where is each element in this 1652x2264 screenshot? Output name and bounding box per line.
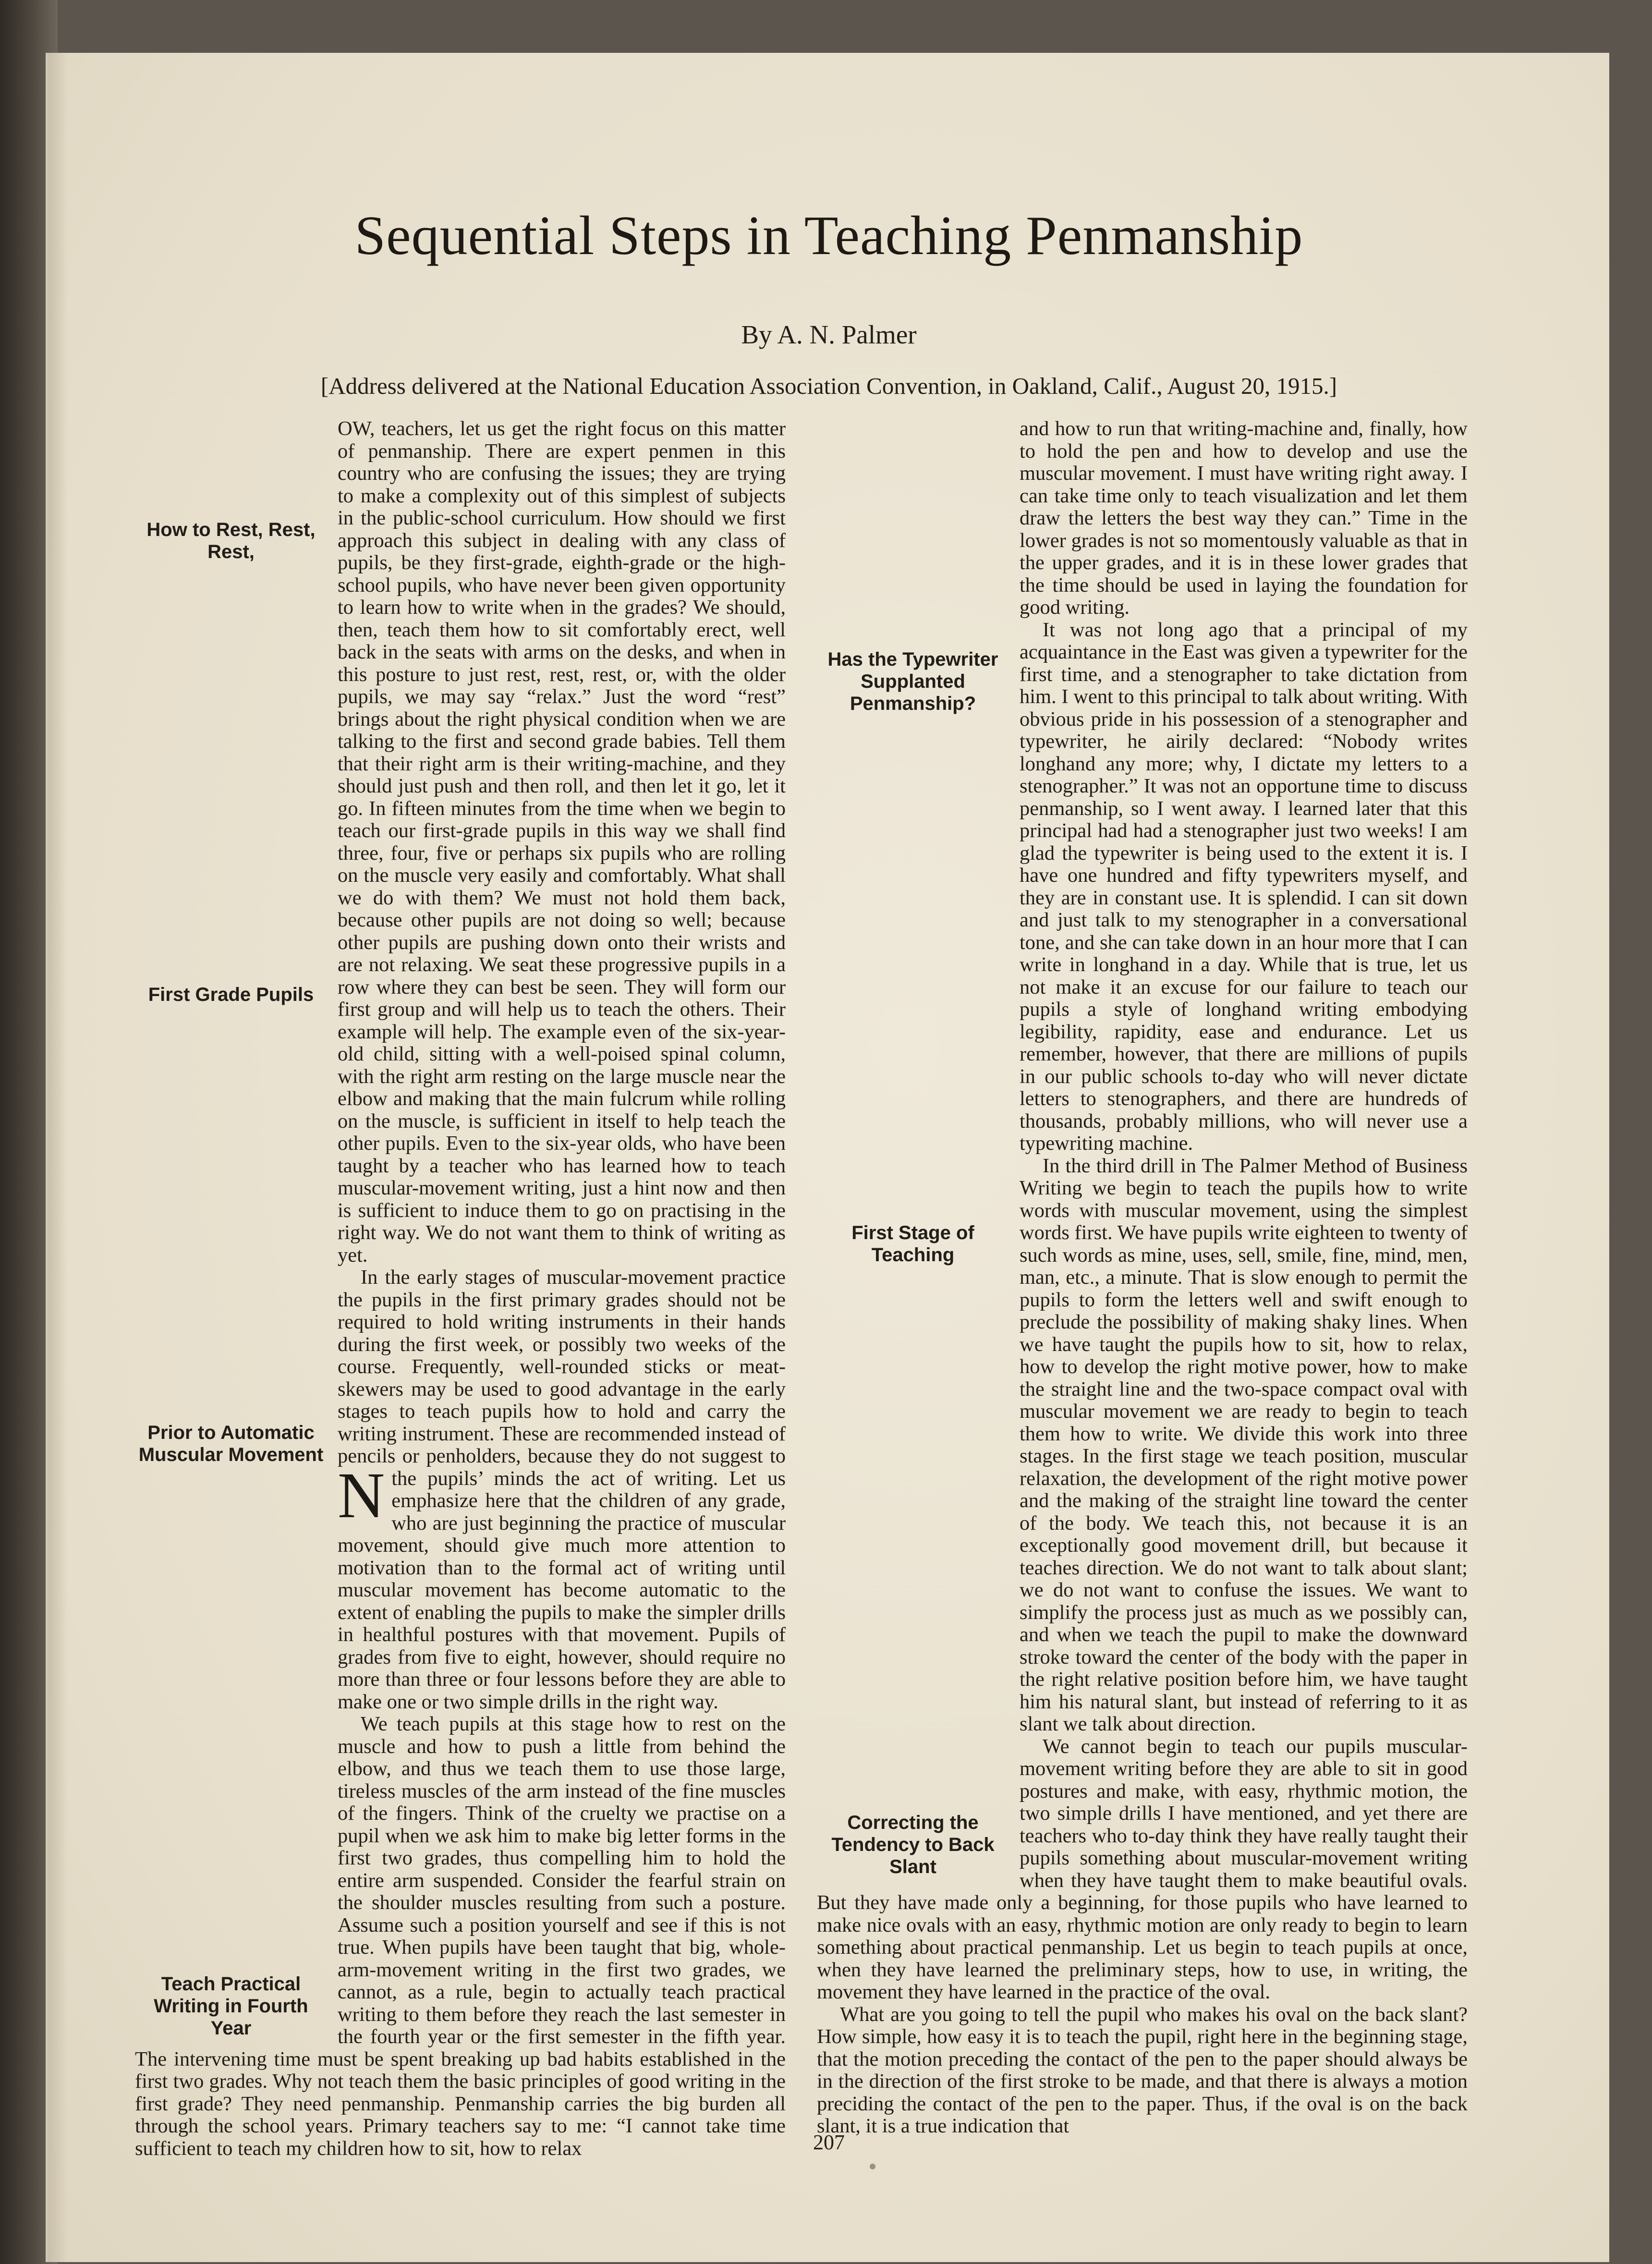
paragraph: and how to run that writing-machine and, finally, how to hold the pen and how to develop and use the muscular movement. I must have writing right away. I can take time only to teach visualization and let them draw the letters the best way they can.” Time in the lower grades is not so momentously valuable as that in the upper grades, and it is in these lower grades that the time should be used in laying the foundation for good writing. (1020, 417, 1468, 619)
drop-cap: N (338, 1460, 385, 1532)
right-column (817, 418, 1468, 2138)
sidehead-teach-practical: Teach Practical Writing in Fourth Year (154, 1973, 308, 2039)
paragraph: We cannot begin to teach our pupils muscular-movement writing before they are able to sit in good postures and make, with easy, rhythmic motion, the two simple drills I have mentioned, and yet there are teachers who to-day think they have really taught their pupils something about muscular-movement writing when they have taught them to make beautiful ovals. But they have made only a beginning, for those pupils who have learned to make nice ovals with an easy, rhythmic motion are only ready to begin to learn something about practical penmanship. Let us begin to teach pupils at once, when they have learned the preliminary steps, how to use, in writing, the movement they have learned in the practice of the oval. (817, 1735, 1468, 2003)
article-byline: By A. N. Palmer (741, 320, 917, 349)
sidehead-prior-to-automatic: Prior to Automatic Muscular Movement (138, 1422, 324, 1465)
sidehead-correcting: Correcting the Tendency to Back Slant (831, 1812, 995, 1877)
paragraph: In the early stages of muscular-movement practice the pupils in the first primary grades should not be required to hold writing instruments in their hands during the first week, or possibly two weeks of the course. Frequently, well-rounded sticks or meat-skewers may be used to good advantage in the early stages to teach pupils how to hold and carry the writing instrument. These are recommended instead of pencils or penholders, because they do not suggest to the pupils’ minds the act of writing. Let us emphasize here that the children of any grade, who are just beginning the practice of muscular movement, should give much more attention to motivation than to the formal act of writing until muscular movement has become automatic to the extent of enabling the pupils to make the simpler drills in healthful postures with that movement. Pupils of grades from five to eight, however, should require no more than three or four lessons before they are able to make one or two simple drills in the right way. (338, 1266, 786, 1713)
address-note: [Address delivered at the National Education Association Convention, in Oakland, Calif., August 20, 1915.] (320, 373, 1337, 399)
sidehead-how-to-rest: How to Rest, Rest, Rest, (146, 519, 316, 562)
paragraph: What are you going to tell the pupil who makes his oval on the back slant? How simple, how easy it is to teach the pupil, right here in the beginning stage, that the motion preceding the contact of the pen to the paper should always be in the direction of the first stroke to be made, and that there is always a motion preciding the contact of the pen to the paper. Thus, if the oval is on the back slant, it is a true indication that (817, 2003, 1468, 2137)
sidehead-first-stage: First Stage of Teaching (851, 1222, 974, 1266)
article-title: Sequential Steps in Teaching Penmanship (354, 205, 1303, 267)
sidehead-first-grade-pupils: First Grade Pupils (148, 984, 314, 1005)
paper-speck (870, 2164, 875, 2169)
paragraph: In the third drill in The Palmer Method of Business Writing we begin to teach the pupils how to write words with muscular movement, using the simplest words first. We have pupils write eighteen to twenty of such words as mine, uses, sell, smile, fine, mind, men, man, etc., a minute. That is slow enough to permit the pupils to form the letters well and swift enough to preclude the possibility of making shaky lines. When we have taught the pupils how to sit, how to relax, how to develop the right motive power, how to make the straight line and the two-space compact oval with muscular movement we are ready to begin to teach them how to write. We divide this work into three stages. In the first stage we teach position, muscular relaxation, the development of the right motive power and the making of the straight line toward the center of the body. We teach this, not because it is an exceptionally good movement drill, but because it teaches direction. We do not want to talk about slant; we do not want to confuse the issues. We want to simplify the process just as much as we possibly can, and when we teach the pupil to make the downward stroke toward the center of the body with the paper in the right relative position before him, we have taught him his natural slant, but instead of referring to it as slant we talk about direction. (1020, 1154, 1468, 1735)
sidehead-typewriter: Has the Typewriter Supplanted Penmanship? (827, 649, 998, 714)
journal-page (46, 53, 1609, 2262)
paragraph: It was not long ago that a principal of my acquaintance in the East was given a typewriter for the first time, and a stenographer to take dictation from him. I went to this principal to talk about writing. With obvious pride in his possession of a stenographer and typewriter, he airily declared: “Nobody writes longhand any more; why, I dictate my letters to a stenographer.” It was not an opportune time to discuss penmanship, so I went away. I learned later that this principal had had a stenographer just two weeks! I am glad the typewriter is being used to the extent it is. I have one hundred and fifty typewriters myself, and they are in constant use. It is splendid. I can sit down and just talk to my stenographer in a conversational tone, and she can take down in an hour more that I can write in longhand in a day. While that is true, let us not make it an excuse for our failure to teach our pupils a style of longhand writing embodying legibility, rapidity, ease and endurance. Let us remember, however, that there are millions of pupils in our public schools to-day who will never dictate letters to stenographers, and there are hundreds of thousands, probably millions, who will never use a typewriting machine. (1020, 618, 1468, 1155)
paragraph-text: OW, teachers, let us get the right focus on this matter of penmanship. There are expert penmen in this country who are confusing the issues; they are trying to make a complexity out of this simplest of subjects in the public-school curriculum. How should we first approach this subject in dealing with any class of pupils, be they first-grade, eighth-grade or the high-school pupils, who have never been given opportunity to learn how to write when in the grades? We should, then, teach them how to sit comfortably erect, well back in the seats with arms on the desks, and when in this posture to just rest, rest, rest, or, with the older pupils, we may say “relax.” Just the word “rest” brings about the right physical condition when we are talking to the first and second grade babies. Tell them that their right arm is their writing-machine, and they should just push and then roll, and then let it go, let it go. In fifteen minutes from the time when we begin to teach our first-grade pupils in this way we shall find three, four, five or perhaps six pupils who are rolling on the muscle very easily and comfortably. What shall we do with them? We must not hold them back, because other pupils are not doing so well; because other pupils are pushing down onto their wrists and are not relaxing. We seat these progressive pupils in a row where they can best be seen. They will form our first group and will help us to teach the others. Their example will help. The example even of the six-year-old child, sitting with a well-poised spinal column, with the right arm resting on the large muscle near the elbow and making that the main fulcrum while rolling on the muscle, is sufficient in itself to help teach the other pupils. Even to the six-year olds, who have been taught by a teacher who has learned how to teach muscular-movement writing, just a hint now and then is sufficient to induce them to go on practising in the right way. We do not want them to think of writing as yet. (338, 417, 786, 1266)
left-column (135, 418, 786, 2160)
page-number: 207 (813, 2130, 845, 2154)
paragraph: We teach pupils at this stage how to rest on the muscle and how to push a little from behind the elbow, and thus we teach them to use those large, tireless muscles of the arm instead of the fine muscles of the fingers. Think of the cruelty we practise on a pupil when we ask him to make big letter forms in the first two grades, thus compelling him to hold the entire arm suspended. Consider the fearful strain on the shoulder muscles resulting from such a posture. Assume such a position yourself and see if this is not true. When pupils have been taught that big, whole-arm-movement writing in the first two grades, we cannot, as a rule, begin to actually teach practical writing to them before they reach the last semester in the fourth year or the first semester in the fifth year. The intervening time must be spent breaking up bad habits established in the first two grades. Why not teach them the basic principles of good writing in the first grade? They need penmanship. Penmanship carries the big burden all through the school years. Primary teachers say to me: “I cannot take time sufficient to teach my children how to sit, how to relax (135, 1713, 786, 2160)
